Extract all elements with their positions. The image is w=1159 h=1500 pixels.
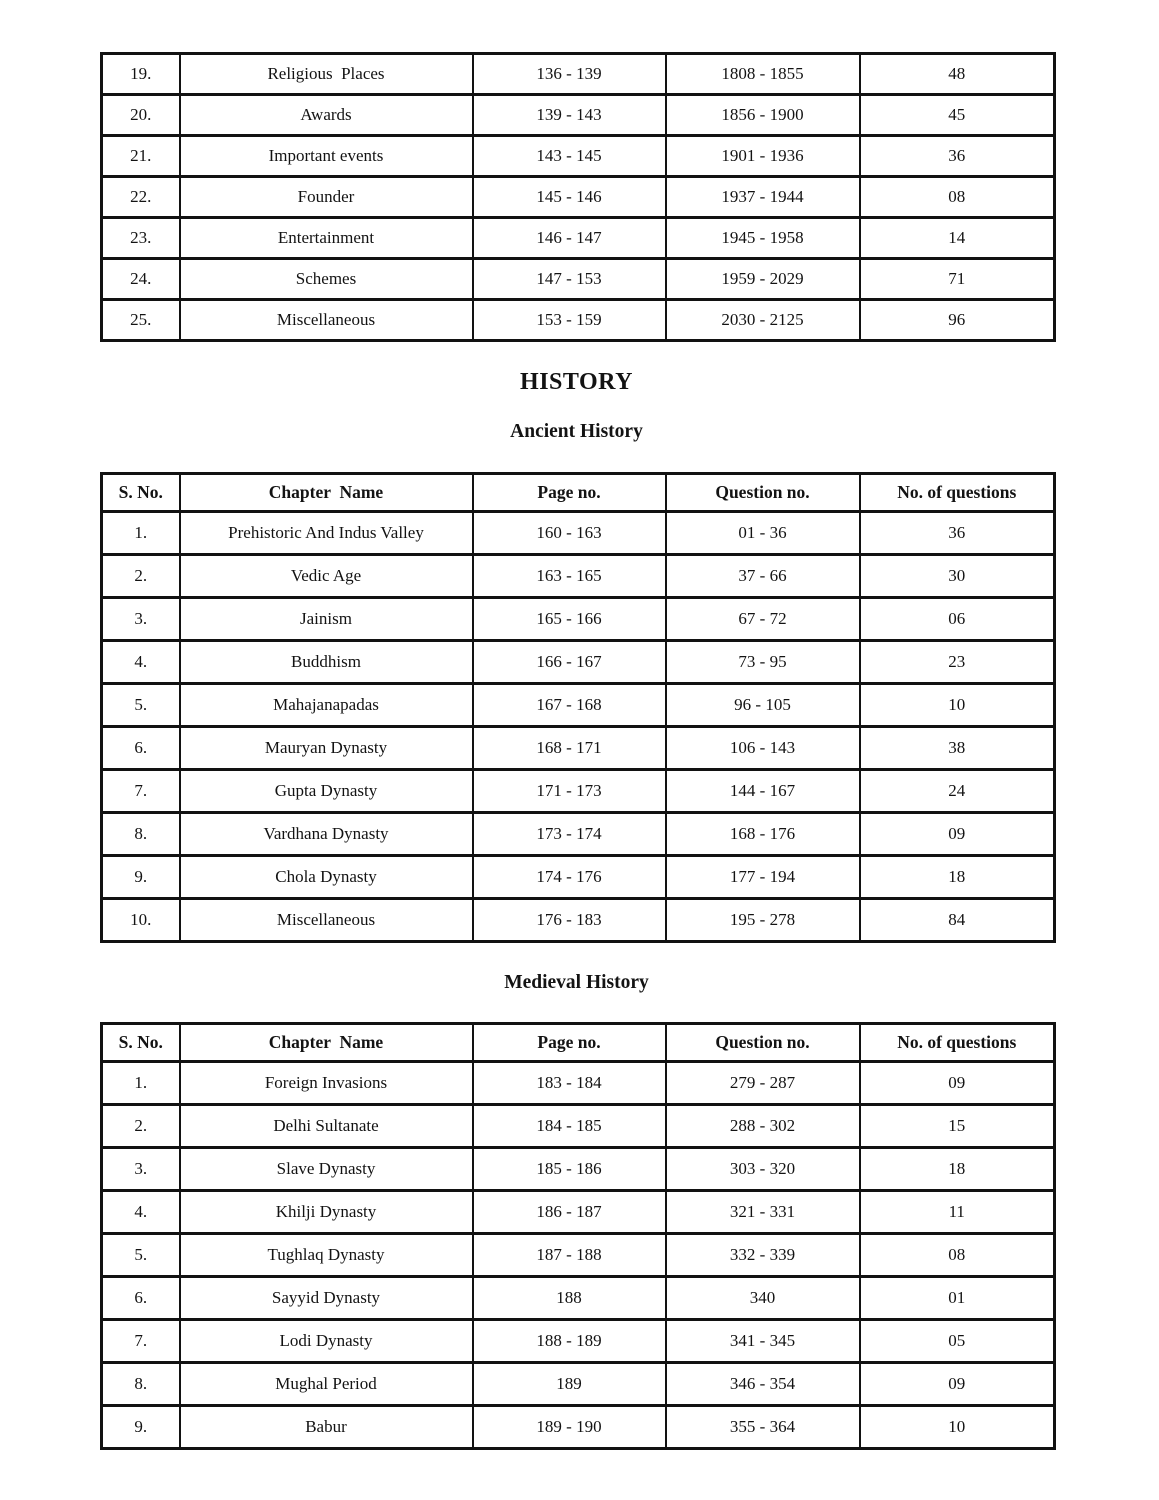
chapter-name-cell: Vedic Age <box>180 554 473 597</box>
question-count-cell: 14 <box>860 218 1055 259</box>
page-number-cell: 173 - 174 <box>473 812 666 855</box>
question-number-cell: 2030 - 2125 <box>666 300 860 341</box>
question-count-cell: 09 <box>860 1062 1055 1105</box>
question-number-cell: 355 - 364 <box>666 1406 860 1449</box>
question-number-cell: 341 - 345 <box>666 1320 860 1363</box>
chapter-name-cell: Gupta Dynasty <box>180 769 473 812</box>
serial-number-cell: 10. <box>102 898 180 941</box>
subsection-heading-medieval-history: Medieval History <box>504 971 649 993</box>
question-count-cell: 36 <box>860 136 1055 177</box>
question-number-cell: 340 <box>666 1277 860 1320</box>
page-number-cell: 166 - 167 <box>473 640 666 683</box>
table-row <box>102 898 1055 941</box>
page-number-cell: 139 - 143 <box>473 95 666 136</box>
question-count-cell: 48 <box>860 54 1055 95</box>
question-count-header: No. of questions <box>860 1024 1055 1062</box>
table-row <box>102 683 1055 726</box>
ancient-history-table-header <box>102 473 1055 511</box>
serial-number-cell: 7. <box>102 769 180 812</box>
question-count-cell: 30 <box>860 554 1055 597</box>
chapter-name-cell: Babur <box>180 1406 473 1449</box>
page-number-cell: 188 - 189 <box>473 1320 666 1363</box>
question-number-cell: 332 - 339 <box>666 1234 860 1277</box>
question-number-cell: 1945 - 1958 <box>666 218 860 259</box>
chapter-name-cell: Entertainment <box>180 218 473 259</box>
question-count-cell: 09 <box>860 1363 1055 1406</box>
page-number-cell: 188 <box>473 1277 666 1320</box>
question-count-cell: 15 <box>860 1105 1055 1148</box>
question-number-cell: 1856 - 1900 <box>666 95 860 136</box>
chapter-name-cell: Prehistoric And Indus Valley <box>180 511 473 554</box>
page-number-cell: 136 - 139 <box>473 54 666 95</box>
chapter-name-cell: Awards <box>180 95 473 136</box>
page-number-header: Page no. <box>473 1024 666 1062</box>
medieval-history-contents-table <box>100 1022 1056 1450</box>
table-row <box>102 1062 1055 1105</box>
table-row <box>102 218 1055 259</box>
serial-number-header: S. No. <box>102 1024 180 1062</box>
table-row <box>102 95 1055 136</box>
page-number-cell: 145 - 146 <box>473 177 666 218</box>
serial-number-cell: 9. <box>102 1406 180 1449</box>
table-row <box>102 136 1055 177</box>
question-number-cell: 195 - 278 <box>666 898 860 941</box>
page-number-cell: 189 - 190 <box>473 1406 666 1449</box>
question-number-cell: 1937 - 1944 <box>666 177 860 218</box>
table-row <box>102 1234 1055 1277</box>
question-number-header: Question no. <box>666 1024 860 1062</box>
question-number-cell: 177 - 194 <box>666 855 860 898</box>
table-row <box>102 1148 1055 1191</box>
question-count-cell: 18 <box>860 1148 1055 1191</box>
serial-number-header: S. No. <box>102 473 180 511</box>
question-number-cell: 144 - 167 <box>666 769 860 812</box>
serial-number-cell: 3. <box>102 1148 180 1191</box>
chapter-name-cell: Vardhana Dynasty <box>180 812 473 855</box>
serial-number-cell: 19. <box>102 54 180 95</box>
serial-number-cell: 22. <box>102 177 180 218</box>
question-count-cell: 24 <box>860 769 1055 812</box>
page-number-cell: 167 - 168 <box>473 683 666 726</box>
question-number-cell: 67 - 72 <box>666 597 860 640</box>
question-count-cell: 96 <box>860 300 1055 341</box>
serial-number-cell: 5. <box>102 1234 180 1277</box>
chapter-name-cell: Slave Dynasty <box>180 1148 473 1191</box>
serial-number-cell: 9. <box>102 855 180 898</box>
chapter-name-cell: Lodi Dynasty <box>180 1320 473 1363</box>
page-number-cell: 186 - 187 <box>473 1191 666 1234</box>
serial-number-cell: 1. <box>102 1062 180 1105</box>
page-number-cell: 171 - 173 <box>473 769 666 812</box>
question-count-cell: 01 <box>860 1277 1055 1320</box>
question-number-cell: 321 - 331 <box>666 1191 860 1234</box>
chapter-name-cell: Chola Dynasty <box>180 855 473 898</box>
serial-number-cell: 24. <box>102 259 180 300</box>
page-number-cell: 147 - 153 <box>473 259 666 300</box>
table-row <box>102 1191 1055 1234</box>
header-row <box>102 473 1055 511</box>
question-count-cell: 10 <box>860 1406 1055 1449</box>
question-count-cell: 05 <box>860 1320 1055 1363</box>
question-number-cell: 346 - 354 <box>666 1363 860 1406</box>
question-number-cell: 1901 - 1936 <box>666 136 860 177</box>
page-number-cell: 174 - 176 <box>473 855 666 898</box>
serial-number-cell: 3. <box>102 597 180 640</box>
serial-number-cell: 23. <box>102 218 180 259</box>
serial-number-cell: 7. <box>102 1320 180 1363</box>
question-number-cell: 106 - 143 <box>666 726 860 769</box>
table-row <box>102 640 1055 683</box>
table-row <box>102 54 1055 95</box>
chapter-name-cell: Miscellaneous <box>180 300 473 341</box>
question-number-cell: 168 - 176 <box>666 812 860 855</box>
table-row <box>102 1277 1055 1320</box>
serial-number-cell: 4. <box>102 1191 180 1234</box>
chapter-name-cell: Delhi Sultanate <box>180 1105 473 1148</box>
question-count-cell: 36 <box>860 511 1055 554</box>
chapter-name-cell: Important events <box>180 136 473 177</box>
ancient-history-contents-table <box>100 472 1056 943</box>
serial-number-cell: 6. <box>102 726 180 769</box>
table-row <box>102 554 1055 597</box>
question-count-cell: 18 <box>860 855 1055 898</box>
page-number-cell: 168 - 171 <box>473 726 666 769</box>
page-number-cell: 153 - 159 <box>473 300 666 341</box>
question-count-cell: 38 <box>860 726 1055 769</box>
chapter-name-cell: Buddhism <box>180 640 473 683</box>
serial-number-cell: 1. <box>102 511 180 554</box>
question-count-cell: 84 <box>860 898 1055 941</box>
question-number-cell: 37 - 66 <box>666 554 860 597</box>
subsection-heading-ancient-history: Ancient History <box>510 421 643 443</box>
page-number-cell: 146 - 147 <box>473 218 666 259</box>
question-number-cell: 73 - 95 <box>666 640 860 683</box>
continuation-table-body <box>102 54 1055 341</box>
chapter-name-cell: Jainism <box>180 597 473 640</box>
page-number-cell: 143 - 145 <box>473 136 666 177</box>
table-row <box>102 511 1055 554</box>
serial-number-cell: 8. <box>102 812 180 855</box>
header-row <box>102 1024 1055 1062</box>
chapter-name-cell: Religious Places <box>180 54 473 95</box>
serial-number-cell: 8. <box>102 1363 180 1406</box>
question-count-cell: 23 <box>860 640 1055 683</box>
serial-number-cell: 20. <box>102 95 180 136</box>
question-number-cell: 303 - 320 <box>666 1148 860 1191</box>
table-row <box>102 259 1055 300</box>
chapter-name-cell: Schemes <box>180 259 473 300</box>
serial-number-cell: 25. <box>102 300 180 341</box>
question-count-cell: 10 <box>860 683 1055 726</box>
table-row <box>102 177 1055 218</box>
chapter-name-cell: Founder <box>180 177 473 218</box>
page-number-cell: 183 - 184 <box>473 1062 666 1105</box>
chapter-name-header: Chapter Name <box>180 1024 473 1062</box>
page-number-cell: 160 - 163 <box>473 511 666 554</box>
page-number-cell: 184 - 185 <box>473 1105 666 1148</box>
table-row <box>102 769 1055 812</box>
table-row <box>102 855 1055 898</box>
page-number-cell: 189 <box>473 1363 666 1406</box>
question-count-cell: 71 <box>860 259 1055 300</box>
question-count-cell: 08 <box>860 1234 1055 1277</box>
table-row <box>102 1320 1055 1363</box>
table-row <box>102 1363 1055 1406</box>
table-row <box>102 1105 1055 1148</box>
medieval-history-table-body <box>102 1062 1055 1449</box>
chapter-name-cell: Mahajanapadas <box>180 683 473 726</box>
chapter-name-cell: Mughal Period <box>180 1363 473 1406</box>
table-row <box>102 726 1055 769</box>
chapter-name-cell: Khilji Dynasty <box>180 1191 473 1234</box>
question-count-cell: 09 <box>860 812 1055 855</box>
serial-number-cell: 6. <box>102 1277 180 1320</box>
page-number-cell: 185 - 186 <box>473 1148 666 1191</box>
question-count-cell: 08 <box>860 177 1055 218</box>
page-number-cell: 165 - 166 <box>473 597 666 640</box>
chapter-name-cell: Sayyid Dynasty <box>180 1277 473 1320</box>
question-number-cell: 1959 - 2029 <box>666 259 860 300</box>
chapter-name-cell: Miscellaneous <box>180 898 473 941</box>
question-count-header: No. of questions <box>860 473 1055 511</box>
question-count-cell: 06 <box>860 597 1055 640</box>
page-number-cell: 187 - 188 <box>473 1234 666 1277</box>
table-row <box>102 597 1055 640</box>
question-number-cell: 1808 - 1855 <box>666 54 860 95</box>
table-row <box>102 812 1055 855</box>
page-number-cell: 176 - 183 <box>473 898 666 941</box>
question-number-cell: 288 - 302 <box>666 1105 860 1148</box>
question-count-cell: 11 <box>860 1191 1055 1234</box>
serial-number-cell: 2. <box>102 554 180 597</box>
question-number-cell: 279 - 287 <box>666 1062 860 1105</box>
table-row <box>102 1406 1055 1449</box>
chapter-name-cell: Foreign Invasions <box>180 1062 473 1105</box>
question-number-cell: 96 - 105 <box>666 683 860 726</box>
serial-number-cell: 4. <box>102 640 180 683</box>
serial-number-cell: 2. <box>102 1105 180 1148</box>
medieval-history-table-header <box>102 1024 1055 1062</box>
ancient-history-table-body <box>102 511 1055 941</box>
chapter-name-header: Chapter Name <box>180 473 473 511</box>
serial-number-cell: 21. <box>102 136 180 177</box>
chapter-name-cell: Mauryan Dynasty <box>180 726 473 769</box>
table-row <box>102 300 1055 341</box>
question-number-cell: 01 - 36 <box>666 511 860 554</box>
chapter-name-cell: Tughlaq Dynasty <box>180 1234 473 1277</box>
page-number-header: Page no. <box>473 473 666 511</box>
section-heading-history: HISTORY <box>520 369 633 395</box>
serial-number-cell: 5. <box>102 683 180 726</box>
page-number-cell: 163 - 165 <box>473 554 666 597</box>
continuation-contents-table <box>100 52 1056 342</box>
question-count-cell: 45 <box>860 95 1055 136</box>
question-number-header: Question no. <box>666 473 860 511</box>
